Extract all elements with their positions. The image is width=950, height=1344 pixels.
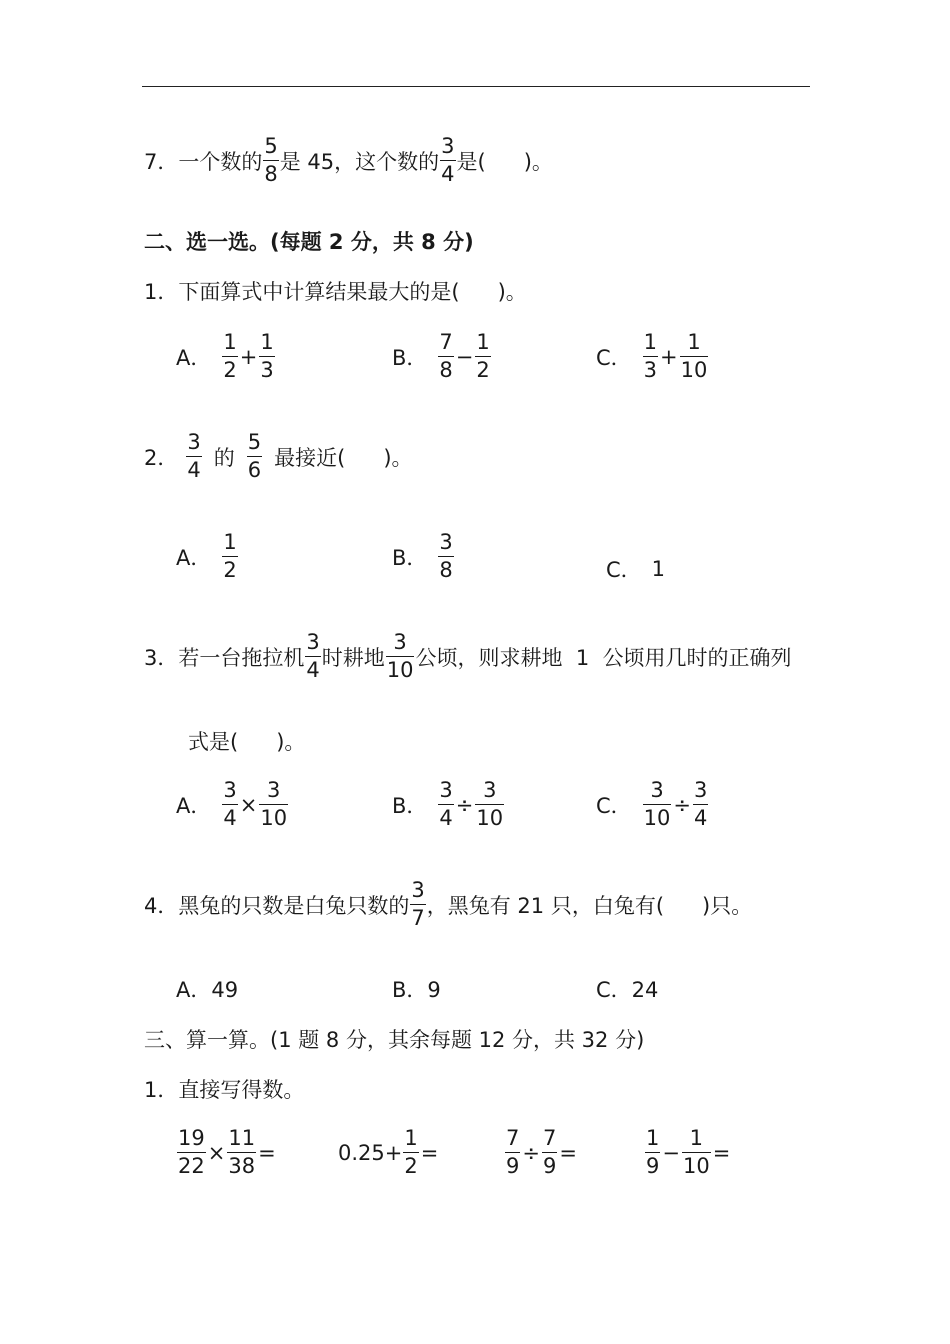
expression-3: $\frac{7}{9}$ ÷ $\frac{7}{9}$ = [506,1126,577,1178]
question-text: 是( [456,149,486,174]
option-b[interactable]: B． $\frac{7}{8}$ − $\frac{1}{2}$ [392,330,490,382]
s2-question-3-cont: 式是( )。 [188,730,306,754]
option-b[interactable]: B． $\frac{3}{4}$ ÷ $\frac{3}{10}$ [392,778,504,830]
header-rule [142,86,810,87]
option-c[interactable]: C． $\frac{3}{10}$ ÷ $\frac{3}{4}$ [596,778,708,830]
section-2-heading: 二、选一选。(每题 2 分，共 8 分) [144,230,474,254]
option-a[interactable]: A． $\frac{1}{2}$ + $\frac{1}{3}$ [176,330,274,382]
fraction: $\frac{3}{4}$ [441,134,455,186]
s3-question-1: 1．直接写得数。 [144,1078,305,1102]
question-text: 是 45，这个数的 [279,149,440,174]
section-3-heading: 三、算一算。(1 题 8 分，其余每题 12 分，共 32 分) [144,1028,645,1052]
option-c[interactable]: C． 1 [606,557,666,582]
option-b[interactable]: B．9 [392,978,441,1002]
expression-2: 0.25+ $\frac{1}{2}$ = [338,1126,439,1178]
s2-question-2: 2． $\frac{3}{4}$ 的 $\frac{5}{6}$ 最接近( )。 [144,430,413,482]
option-c[interactable]: C． $\frac{1}{3}$ + $\frac{1}{10}$ [596,330,708,382]
question-text: )。 [523,149,553,174]
expression-4: $\frac{1}{9}$ − $\frac{1}{10}$ = [646,1126,731,1178]
question-text: 一个数的 [178,149,263,174]
s2-question-1 [144,276,527,306]
expression-1: $\frac{19}{22}$ × $\frac{11}{38}$ = [178,1126,276,1178]
option-a[interactable]: A． $\frac{1}{2}$ [176,530,237,582]
question-7 [144,136,553,185]
option-b[interactable]: B． $\frac{3}{8}$ [392,530,453,582]
question-text: 1．下面算式中计算结果最大的是( [144,280,460,304]
s2-question-3: 3．若一台拖拉机 $\frac{3}{4}$ 时耕地 $\frac{3}{10}$ 公顷，则求耕地 1 公顷用几时的正确列 [144,630,792,682]
question-text: )。 [497,280,527,304]
option-a[interactable]: A． $\frac{3}{4}$ × $\frac{3}{10}$ [176,778,288,830]
fraction: $\frac{5}{8}$ [264,134,278,186]
option-a[interactable]: A．49 [176,978,239,1002]
option-c[interactable]: C．24 [596,978,659,1002]
s2-question-4: 4．黑兔的只数是白兔只数的 $\frac{3}{7}$ ，黑兔有 21 只，白兔有( )只。 [144,878,753,930]
question-number: 7． [144,149,179,174]
